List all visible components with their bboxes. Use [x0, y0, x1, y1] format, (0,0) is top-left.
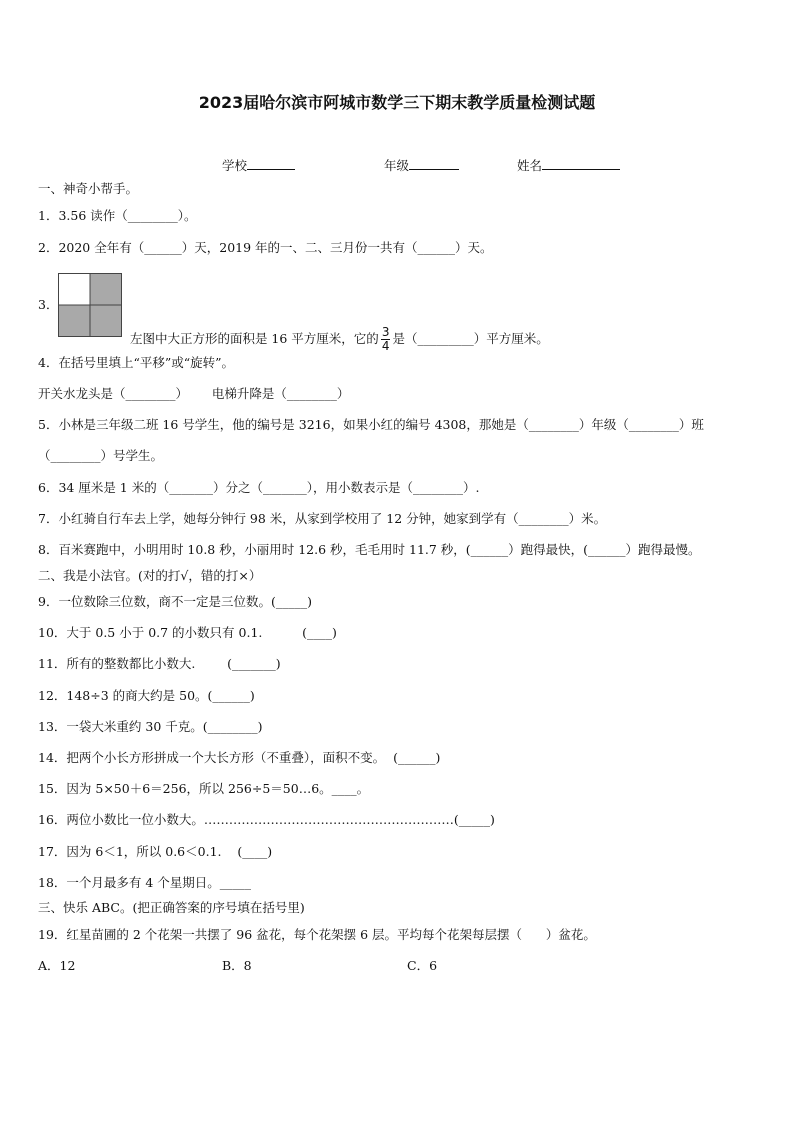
question-5: 5．小林是三年级二班 16 号学生，他的编号是 3216，如果小红的编号 4308，那她是（________）年级（________）班: [38, 417, 704, 432]
question-11: 11．所有的整数都比小数大. (_______): [38, 656, 281, 671]
grade-blank[interactable]: [409, 157, 459, 170]
question-3-number: 3．: [38, 297, 59, 312]
question-12: 12．148÷3 的商大约是 50。(______): [38, 688, 255, 703]
question-6: 6．34 厘米是 1 米的（_______）分之（_______），用小数表示是（________）.: [38, 480, 480, 495]
name-field[interactable]: [509, 141, 620, 174]
option-a[interactable]: A．12: [38, 958, 76, 973]
question-8: 8．百米赛跑中，小明用时 10.8 秒，小丽用时 12.6 秒，毛毛用时 11.7 秒，(______）跑得最快，(______）跑得最慢。: [38, 542, 701, 557]
question-9: 9．一位数除三位数，商不一定是三位数。(_____): [38, 594, 312, 609]
name-label: 姓名: [516, 158, 542, 173]
fraction-denominator: 4: [381, 339, 390, 353]
school-field[interactable]: [214, 141, 295, 174]
question-3-text-pre: 左图中大正方形的面积是 16 平方厘米，它的: [129, 331, 379, 346]
question-19: 19．红星苗圃的 2 个花架一共摆了 96 盆花，每个花架摆 6 层。平均每个花架每层摆（ ）盆花。: [38, 927, 596, 942]
fraction-numerator: 3: [381, 325, 390, 339]
grade-field[interactable]: [376, 141, 459, 174]
question-1: 1．3.56 读作（________）。: [38, 208, 197, 223]
school-label: 学校: [221, 158, 247, 173]
fraction-three-quarters: [381, 326, 391, 353]
section-3-heading: 三、快乐 ABC。(把正确答案的序号填在括号里): [38, 900, 305, 915]
question-13: 13．一袋大米重约 30 千克。(________): [38, 719, 263, 734]
section-2-heading: 二、我是小法官。(对的打√，错的打×）: [38, 568, 262, 583]
question-15: 15．因为 5×50＋6＝256，所以 256÷5＝50…6。____。: [38, 781, 370, 796]
name-blank[interactable]: [542, 157, 620, 170]
question-2: 2．2020 全年有（______）天，2019 年的一、二、三月份一共有（______）天。: [38, 240, 493, 255]
option-b[interactable]: B．8: [222, 958, 252, 973]
question-7: 7．小红骑自行车去上学，她每分钟行 98 米，从家到学校用了 12 分钟，她家到学有（________）米。: [38, 511, 607, 526]
school-blank[interactable]: [247, 157, 295, 170]
grade-label: 年级: [383, 158, 409, 173]
section-1-heading: 一、神奇小帮手。: [38, 181, 139, 196]
option-c[interactable]: C．6: [407, 958, 438, 973]
question-14: 14．把两个小长方形拼成一个大长方形（不重叠），面积不变。 (______): [38, 750, 441, 765]
question-10: 10．大于 0.5 小于 0.7 的小数只有 0.1. (____): [38, 625, 337, 640]
question-16: 16．两位小数比一位小数大。……………………………………………………(_____): [38, 812, 495, 827]
question-5-cont: （________）号学生。: [38, 448, 164, 463]
question-18: 18．一个月最多有 4 个星期日。_____: [38, 875, 252, 890]
question-4-sub: 开关水龙头是（________） 电梯升降是（________）: [38, 386, 350, 401]
question-3-text-post: 是（_________）平方厘米。: [392, 331, 549, 346]
square-figure: [58, 273, 122, 337]
question-4: 4．在括号里填上“平移”或“旋转”。: [38, 355, 235, 370]
question-3: [122, 288, 549, 356]
page-title: 2023届哈尔滨市阿城市数学三下期末教学质量检测试题: [198, 93, 596, 112]
question-17: 17．因为 6＜1，所以 0.6＜0.1. (____): [38, 844, 273, 859]
